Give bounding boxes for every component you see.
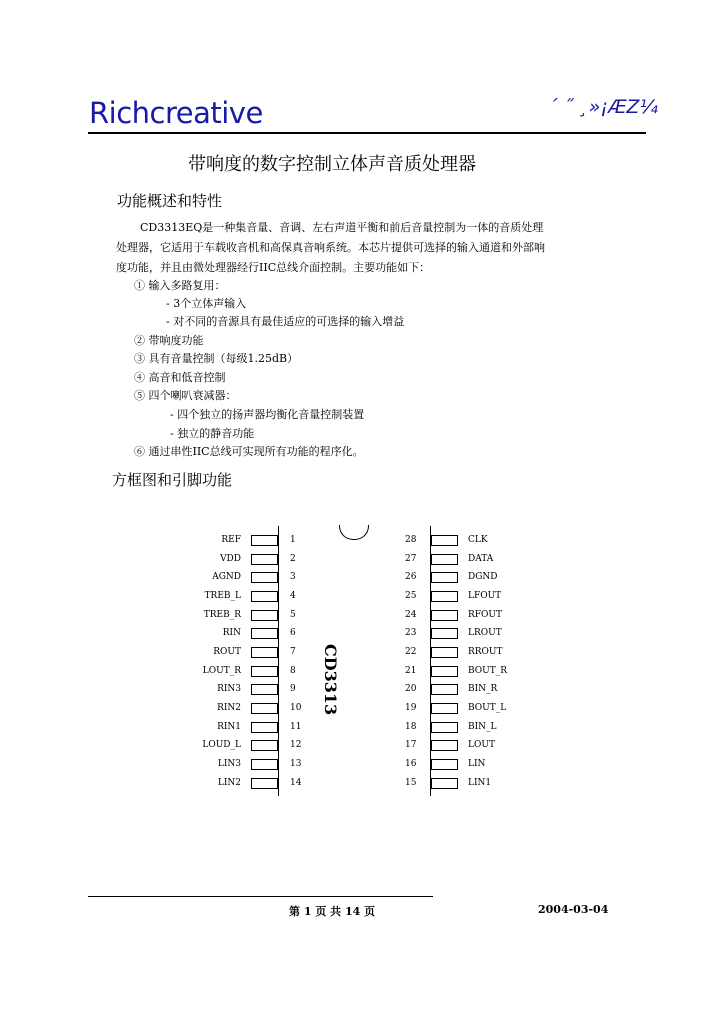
pin-label: LOUT_R: [202, 666, 241, 676]
pin-label: BOUT_L: [468, 703, 507, 713]
feature-subitem: - 独立的静音功能: [170, 427, 255, 440]
header-rule: [88, 132, 646, 134]
pin-number: 10: [290, 703, 302, 713]
pin-lead: [431, 647, 458, 658]
pin-number: 15: [405, 778, 417, 788]
pin-number: 17: [405, 740, 417, 750]
pin-label: BOUT_R: [468, 666, 508, 676]
pin-number: 28: [405, 535, 417, 545]
pin-number: 25: [405, 591, 417, 601]
pin-number: 11: [290, 722, 302, 732]
pin-lead: [251, 591, 278, 602]
pin-lead: [431, 554, 458, 565]
feature-item: ⑥ 通过串性IIC总线可实现所有功能的程序化。: [134, 445, 364, 458]
pin-number: 16: [405, 759, 417, 769]
pin-label: VDD: [220, 554, 241, 564]
pin-label: LIN3: [217, 759, 241, 769]
pin-lead: [251, 740, 278, 751]
pin-label: ROUT: [213, 647, 241, 657]
pin-lead: [251, 535, 278, 546]
pin-number: 21: [405, 666, 417, 676]
pin-label: AGND: [212, 572, 241, 582]
feature-item: ⑤ 四个喇叭衰减器：: [134, 389, 237, 402]
pin-lead: [431, 684, 458, 695]
ic-package: [278, 526, 431, 796]
pin-lead: [431, 610, 458, 621]
pin-lead: [251, 778, 278, 789]
ic-part-number: CD3313: [321, 644, 340, 716]
pin-number: 18: [405, 722, 417, 732]
pin-label: RFOUT: [468, 610, 502, 620]
pin-number: 19: [405, 703, 417, 713]
pin-number: 22: [405, 647, 417, 657]
pin-label: DATA: [468, 554, 494, 564]
pin-lead: [251, 703, 278, 714]
pin-label: REF: [221, 535, 241, 545]
company-logo: ´ ˝ ¸»¡ÆZ¼: [548, 96, 658, 118]
pin-label: CLK: [468, 535, 488, 545]
pin-number: 27: [405, 554, 417, 564]
pin-lead: [431, 740, 458, 751]
document-date: 2004-03-04: [538, 903, 609, 916]
pin-lead: [251, 647, 278, 658]
section-heading-overview: 功能概述和特性: [117, 192, 223, 210]
pin-lead: [251, 684, 278, 695]
pin-label: RIN1: [217, 722, 241, 732]
section-heading-pinout: 方框图和引脚功能: [112, 471, 233, 489]
feature-item: ① 输入多路复用：: [134, 279, 226, 292]
pin-label: LIN1: [468, 778, 492, 788]
pin-number: 7: [290, 647, 296, 657]
intro-paragraph: [116, 218, 646, 278]
document-title: 带响度的数字控制立体声音质处理器: [188, 154, 476, 175]
pin-lead: [431, 591, 458, 602]
feature-subitem: - 3个立体声输入: [166, 297, 247, 310]
ic-notch: [339, 525, 369, 540]
pin-label: BIN_L: [468, 722, 497, 732]
pin-label: LFOUT: [468, 591, 502, 601]
pin-lead: [251, 666, 278, 677]
pin-label: LOUT: [468, 740, 495, 750]
pin-lead: [251, 628, 278, 639]
pin-lead: [251, 759, 278, 770]
pin-number: 12: [290, 740, 302, 750]
pin-label: DGND: [468, 572, 498, 582]
pin-lead: [431, 759, 458, 770]
pin-number: 24: [405, 610, 417, 620]
pin-label: TREB_R: [203, 610, 241, 620]
pin-number: 4: [290, 591, 296, 601]
pin-lead: [251, 610, 278, 621]
pin-number: 6: [290, 628, 296, 638]
pin-number: 2: [290, 554, 296, 564]
pin-label: RIN: [222, 628, 241, 638]
pin-lead: [431, 666, 458, 677]
pin-number: 14: [290, 778, 302, 788]
pin-number: 5: [290, 610, 296, 620]
intro-line: CD3313EQ是一种集音量、音调、左右声道平衡和前后音量控制为一体的音质处理: [140, 221, 544, 234]
feature-item: ④ 高音和低音控制: [134, 371, 226, 384]
pin-lead: [251, 722, 278, 733]
pin-lead: [251, 554, 278, 565]
pin-lead: [431, 572, 458, 583]
feature-subitem: - 对不同的音源具有最佳适应的可选择的输入增益: [166, 315, 405, 328]
pin-number: 1: [290, 535, 296, 545]
pin-label: BIN_R: [468, 684, 498, 694]
intro-line: 度功能，并且由微处理器经行IIC总线介面控制。主要功能如下：: [116, 261, 431, 274]
pin-lead: [431, 703, 458, 714]
pin-lead: [251, 572, 278, 583]
pin-label: LOUD_L: [202, 740, 241, 750]
pin-number: 26: [405, 572, 417, 582]
pin-number: 8: [290, 666, 296, 676]
pin-number: 9: [290, 684, 296, 694]
pin-label: RIN3: [217, 684, 241, 694]
pin-lead: [431, 778, 458, 789]
pin-label: LROUT: [468, 628, 502, 638]
pin-number: 20: [405, 684, 417, 694]
pin-label: LIN2: [217, 778, 241, 788]
pin-label: LIN: [468, 759, 486, 769]
pin-label: RROUT: [468, 647, 503, 657]
feature-subitem: - 四个独立的扬声器均衡化音量控制装置: [170, 408, 365, 421]
pin-label: TREB_L: [204, 591, 241, 601]
pin-number: 3: [290, 572, 296, 582]
pin-number: 23: [405, 628, 417, 638]
pin-label: RIN2: [217, 703, 241, 713]
intro-line: 处理器，它适用于车载收音机和高保真音响系统。本芯片提供可选择的输入通道和外部响: [116, 241, 545, 254]
footer-rule: [88, 896, 433, 897]
feature-item: ③ 具有音量控制（每级1.25dB）: [134, 352, 299, 365]
page-number: 第 1 页 共 14 页: [289, 905, 376, 918]
pin-lead: [431, 535, 458, 546]
pin-lead: [431, 722, 458, 733]
feature-item: ② 带响度功能: [134, 334, 204, 347]
brand-name: Richcreative: [89, 96, 263, 130]
pin-number: 13: [290, 759, 302, 769]
pin-lead: [431, 628, 458, 639]
